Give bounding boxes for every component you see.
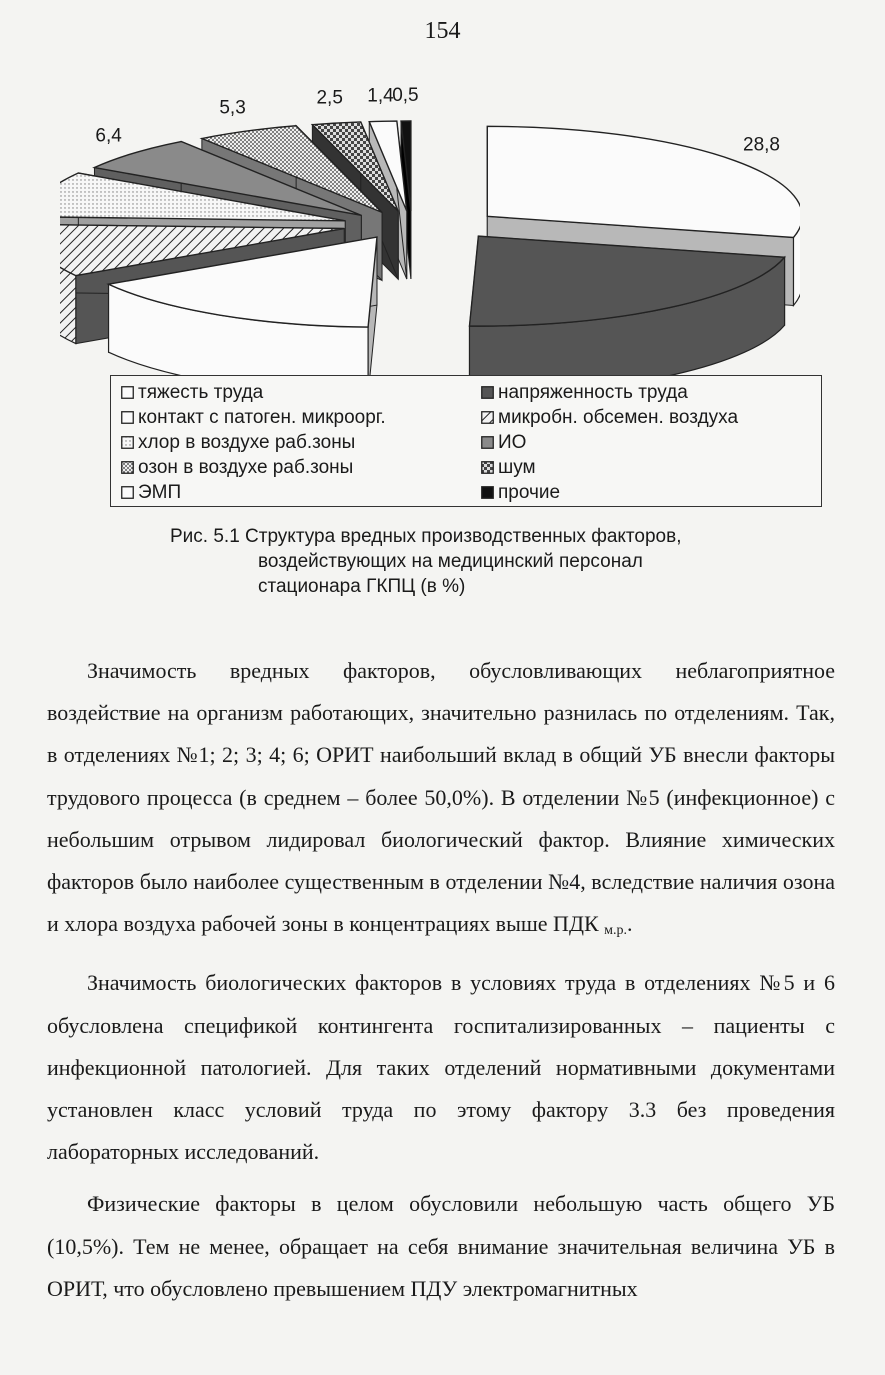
paragraph-3: Физические факторы в целом обусловили небольшую часть общего УБ (10,5%). Тем не менее, обращает на себя внимание значительная величина УБ в ОРИТ, что обусловлено превышением ПДУ электромагнитных <box>47 1191 835 1301</box>
legend-label-3: контакт с патоген. микроорг. <box>138 406 386 428</box>
legend-item-1 <box>121 380 481 405</box>
caption-line-2: воздействующих на медицинский персонал <box>258 551 643 572</box>
data-label-10: 0,5 <box>392 85 419 107</box>
legend-item-8 <box>481 455 815 480</box>
legend-swatch-1 <box>121 386 134 399</box>
legend-label-4: микробн. обсемен. воздуха <box>498 406 739 428</box>
legend-item-4 <box>481 405 815 430</box>
data-label-8: 2,5 <box>316 87 343 109</box>
chart-legend <box>110 375 822 507</box>
legend-swatch-5 <box>121 436 134 449</box>
data-label-1: 28,8 <box>743 134 780 156</box>
data-label-6: 6,4 <box>95 125 122 147</box>
legend-label-1: тяжесть труда <box>138 381 264 403</box>
paragraph-1-text: Значимость вредных факторов, обусловливающих неблагоприятное воздействие на организм работающих, значительно разнилась по отделениям. Так, в отделениях №1; 2; 3; 4; 6; ОРИТ наибольший вклад в общий УБ внесли факторы трудового процесса (в среднем – более 50,0%). В отделении №5 (инфекционное) с небольшим отрывом лидировал биологический фактор. Влияние химических факторов было наиболее существенным в отделении №4, вследствие наличия озона и хлора воздуха рабочей зоны в концентрациях выше ПДК <box>47 658 835 937</box>
legend-label-8: шум <box>498 456 536 478</box>
legend-label-7: озон в воздухе раб.зоны <box>138 456 354 478</box>
data-label-9: 1,4 <box>367 85 394 107</box>
pie-chart <box>60 75 800 375</box>
legend-item-9 <box>121 480 481 505</box>
caption-line-3: стационара ГКПЦ (в %) <box>258 576 466 597</box>
legend-swatch-10 <box>481 486 494 499</box>
paragraph-1 <box>47 650 835 952</box>
legend-label-2: напряженность труда <box>498 381 688 403</box>
page-number: 154 <box>424 18 461 44</box>
legend-swatch-4 <box>481 411 494 424</box>
legend-swatch-8 <box>481 461 494 474</box>
legend-item-7 <box>121 455 481 480</box>
data-label-7: 5,3 <box>219 97 246 119</box>
caption-line-1: Рис. 5.1 Структура вредных производственных факторов, <box>170 526 682 547</box>
legend-label-6: ИО <box>498 431 527 453</box>
legend-label-9: ЭМП <box>138 481 182 503</box>
legend-swatch-9 <box>121 486 134 499</box>
paragraph-1-tail: . <box>626 911 633 937</box>
legend-item-5 <box>121 430 481 455</box>
legend-label-10: прочие <box>498 481 561 503</box>
legend-swatch-6 <box>481 436 494 449</box>
body-text <box>47 650 835 1310</box>
legend-item-3 <box>121 405 481 430</box>
legend-swatch-2 <box>481 386 494 399</box>
pie-slice-2 <box>469 236 784 375</box>
legend-item-2 <box>481 380 815 405</box>
legend-swatch-3 <box>121 411 134 424</box>
legend-swatch-7 <box>121 461 134 474</box>
figure-caption <box>170 524 810 599</box>
legend-item-6 <box>481 430 815 455</box>
legend-item-10 <box>481 480 815 505</box>
legend-label-5: хлор в воздухе раб.зоны <box>138 431 356 453</box>
paragraph-1-subscript: м.р. <box>604 923 627 939</box>
paragraph-2: Значимость биологических факторов в условиях труда в отделениях №5 и 6 обусловлена спецификой контингента госпитализированных – пациенты с инфекционной патологией. Для таких отделений нормативными документами установлен класс условий труда по этому фактору 3.3 без проведения лабораторных исследований. <box>47 970 835 1165</box>
